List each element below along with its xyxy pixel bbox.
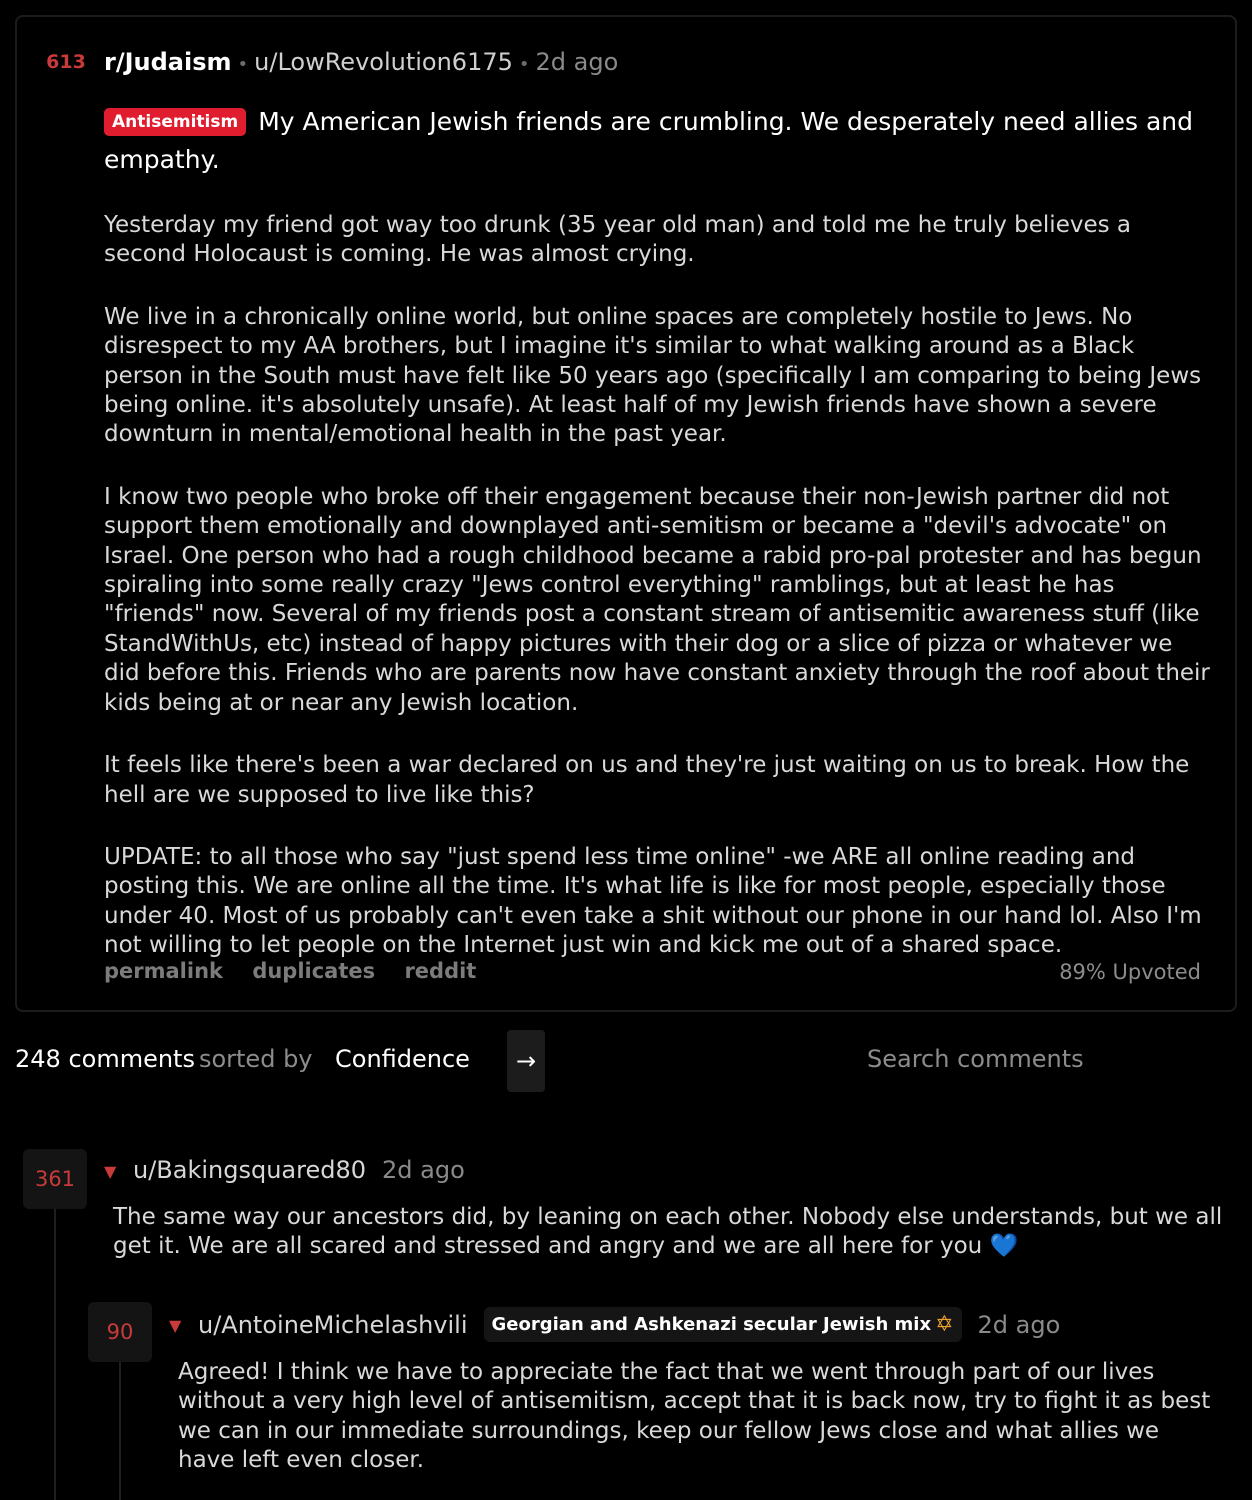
post-paragraph: We live in a chronically online world, but online spaces are completely hostile to Jews. No disrespect to my AA brothers, but I imagine it's similar to what walking around as a Black person in the South must have felt like 50 years ago (specifically I am comparing to being Jews being online. it's absolutely unsafe). At least half of my Jewish friends have shown a severe downturn in mental/emotional health in the past year. — [104, 303, 1202, 448]
comment-author[interactable]: u/AntoineMichelashvili — [198, 1310, 468, 1339]
post-paragraph: Yesterday my friend got way too drunk (35 year old man) and told me he truly believes a second Holocaust is coming. He was almost crying. — [104, 212, 1131, 268]
post-time: 2d ago — [535, 48, 619, 76]
comment-text: The same way our ancestors did, by leaning on each other. Nobody else understands, but we all get it. We are all scared and stressed and angry and we are all here for you — [113, 1204, 1223, 1260]
post-paragraph: I know two people who broke off their engagement because their non-Jewish partner did not support them emotionally and downplayed anti-semitism or became a "devil's advocate" on Israel. One person who had a rough childhood became a rabid pro-pal protester and has begun spiraling into some really crazy "Jews control everything" ramblings, but at least he has "friends" now. Several of my friends post a constant stream of antisemitic awareness stuff (like StandWithUs, etc) instead of happy pictures with their dog or a slice of pizza or whatever we did before this. Friends who are parents now have constant anxiety through the roof about their kids being at or near any Jewish location. — [104, 483, 1210, 716]
post-meta — [104, 48, 618, 76]
permalink-link[interactable]: permalink — [104, 959, 223, 983]
separator-dot: • — [518, 54, 530, 75]
separator-dot: • — [237, 54, 249, 75]
post-links — [104, 959, 498, 983]
sort-go-button[interactable] — [507, 1030, 545, 1092]
comment-text: Agreed! I think we have to appreciate the fact that we went through part of our lives without a very high level of antisemitism, accept that it is back now, try to fight it as best we can in our immediate surroundings, keep our fellow Jews close and what allies we have left even closer. — [178, 1359, 1211, 1474]
comment-body — [113, 1203, 1233, 1262]
author-link[interactable]: u/LowRevolution6175 — [254, 48, 513, 76]
user-flair — [484, 1307, 962, 1342]
comment-meta — [133, 1156, 465, 1184]
comment-time: 2d ago — [977, 1310, 1061, 1339]
arrow-right-icon: → — [515, 1047, 537, 1075]
user-flair-text: Georgian and Ashkenazi secular Jewish mix — [491, 1314, 932, 1335]
post-card — [15, 15, 1237, 1012]
upvote-ratio: 89% Upvoted — [1059, 960, 1201, 984]
thread-line[interactable] — [119, 1361, 121, 1500]
collapse-arrow-icon[interactable]: ▼ — [104, 1162, 117, 1181]
comment-time: 2d ago — [382, 1156, 465, 1184]
star-of-david-icon: ✡ — [935, 1311, 954, 1337]
post-score: 613 — [46, 51, 86, 73]
comment-body — [178, 1358, 1218, 1476]
sorted-by-label: sorted by — [198, 1045, 313, 1073]
post-paragraph: UPDATE: to all those who say "just spend less time online" -we ARE all online reading and posting this. We are online all the time. It's what life is like for most people, especially those under 40. Most of us probably can't even take a shit without our phone in our hand lol. Also I'm not willing to let people on the Internet just win and kick me out of a shared space. — [104, 843, 1202, 959]
comment-score: 90 — [88, 1302, 152, 1362]
post-flair[interactable]: Antisemitism — [104, 108, 246, 136]
post-body — [104, 211, 1214, 994]
post-title-block — [104, 103, 1214, 179]
reddit-link[interactable]: reddit — [404, 959, 477, 983]
collapse-arrow-icon[interactable]: ▼ — [169, 1316, 182, 1335]
comment-score: 361 — [23, 1149, 87, 1209]
comment-count: 248 comments — [15, 1045, 195, 1073]
post-paragraph: It feels like there's been a war declared on us and they're just waiting on us to break. How the hell are we supposed to live like this? — [104, 752, 1190, 808]
thread-line[interactable] — [54, 1208, 56, 1500]
comments-header — [15, 1045, 313, 1073]
subreddit-link[interactable]: r/Judaism — [104, 48, 232, 76]
duplicates-link[interactable]: duplicates — [252, 959, 376, 983]
sort-select[interactable]: Confidence — [335, 1045, 470, 1073]
post-title[interactable]: My American Jewish friends are crumbling. We desperately need allies and empathy. — [104, 107, 1193, 174]
blue-heart-icon: 💙 — [989, 1233, 1019, 1260]
comment-author[interactable]: u/Bakingsquared80 — [133, 1156, 367, 1184]
search-comments-input[interactable] — [867, 1045, 1217, 1073]
comment-meta — [198, 1307, 1060, 1342]
